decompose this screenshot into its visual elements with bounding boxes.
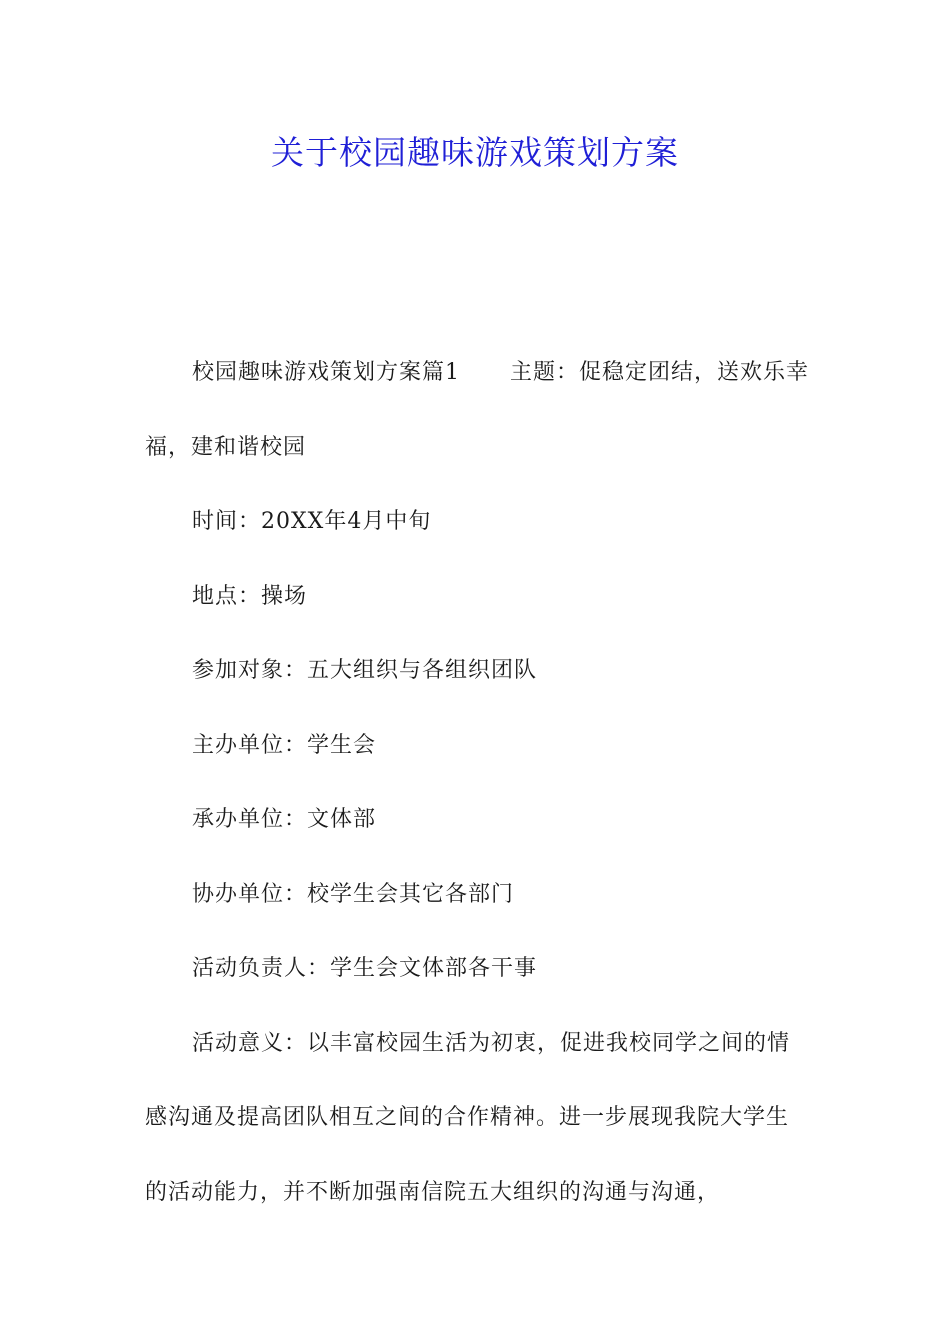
document-title: 关于校园趣味游戏策划方案	[271, 133, 679, 172]
paragraph-organizer: 主办单位：学生会	[192, 732, 377, 758]
document-body	[145, 336, 810, 1230]
section-heading: 校园趣味游戏策划方案篇1	[192, 360, 460, 385]
paragraph-significance: 活动意义：以丰富校园生活为初衷，促进我校同学之间的情感沟通及提高团队相互之间的合作精神。进一步展现我院大学生的活动能力，并不断加强南信院五大组织的沟通与沟通，	[145, 1030, 791, 1205]
theme-text: 主题：促稳定团结，送欢乐幸福，建和谐校园	[145, 360, 810, 460]
paragraph-undertaker: 承办单位：文体部	[192, 807, 377, 832]
intro-paragraph	[145, 336, 810, 485]
paragraph-time: 时间：20XX年4月中旬	[192, 509, 432, 534]
paragraph-co-organizer: 协办单位：校学生会其它各部门	[192, 881, 515, 907]
paragraph-participants: 参加对象：五大组织与各组织团队	[192, 658, 538, 683]
paragraph-responsible: 活动负责人：学生会文体部各干事	[192, 956, 538, 981]
paragraph-location: 地点：操场	[192, 583, 308, 609]
